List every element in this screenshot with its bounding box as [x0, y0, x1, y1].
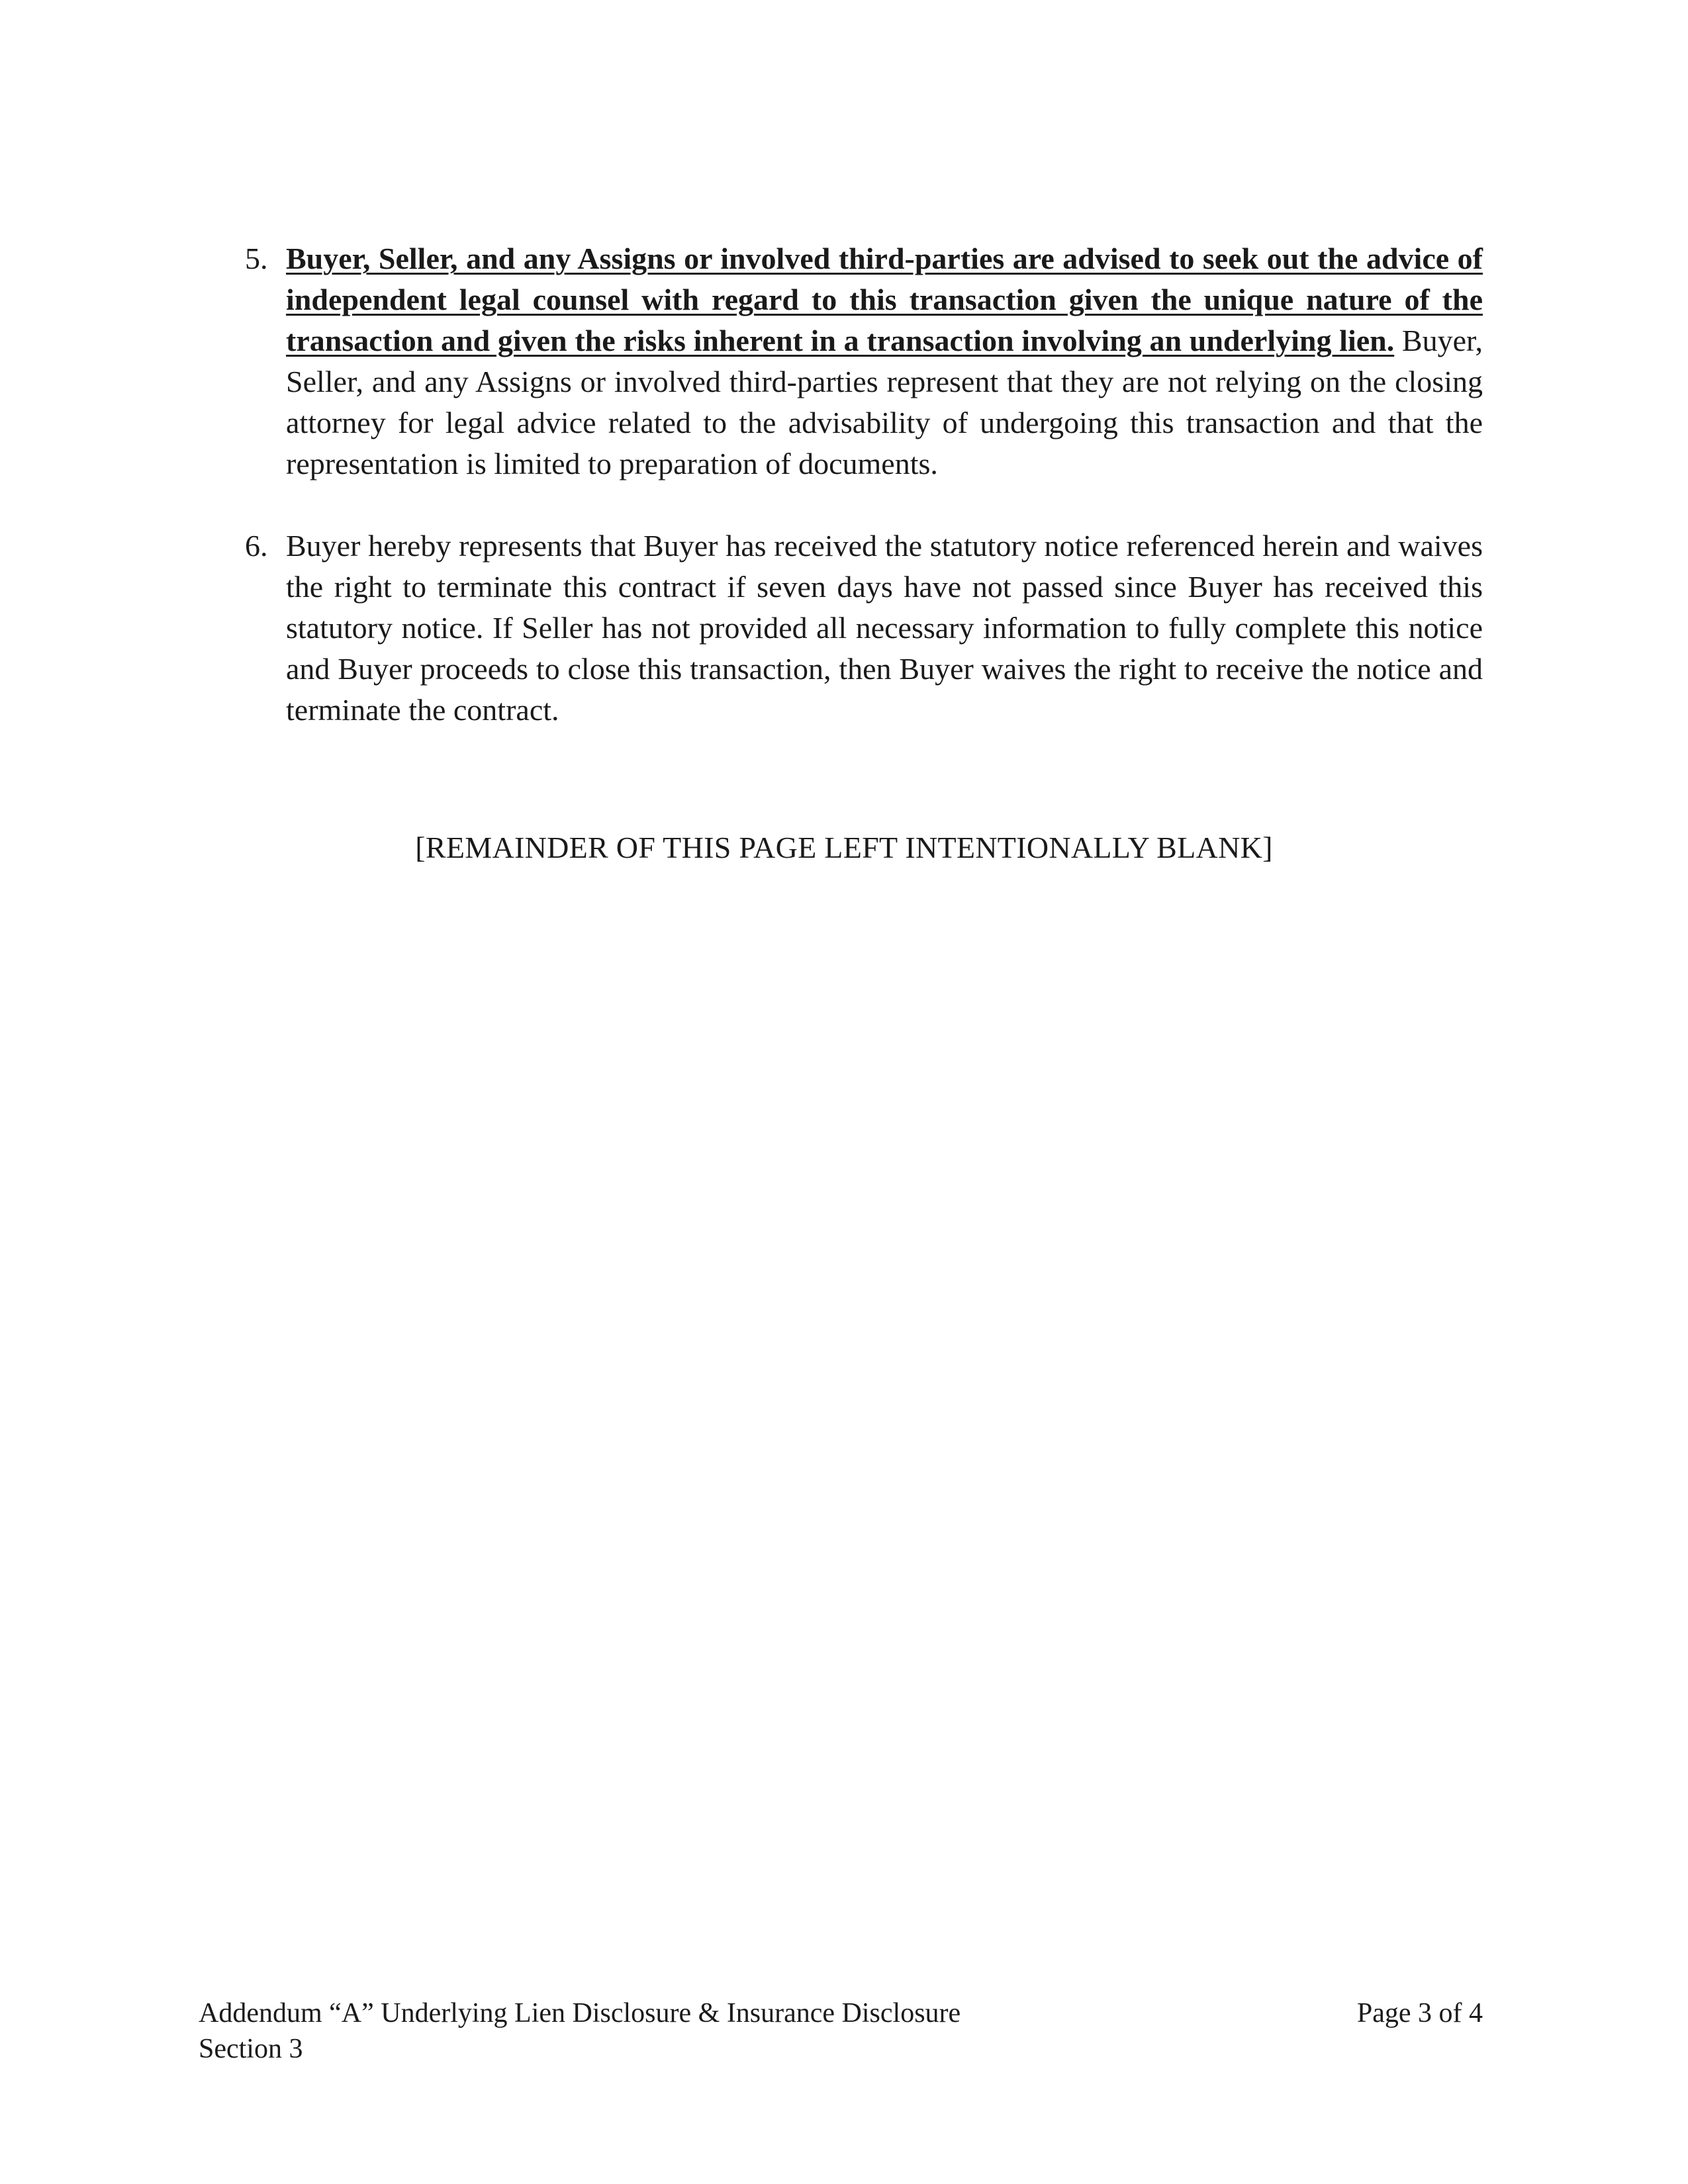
page-footer — [199, 1995, 1483, 2067]
item-text: Buyer, Seller, and any Assigns or involved third-parties represent that they are not relying on the closing attorney for legal advice related to the advisability of undergoing this transaction and that the representation is limited to preparation of documents. — [286, 324, 1483, 480]
list-item-5 — [245, 238, 1483, 484]
footer-section: Section 3 — [199, 2034, 303, 2064]
footer-page-number: Page 3 of 4 — [1356, 1998, 1483, 2028]
numbered-list — [245, 238, 1483, 731]
item-text: Buyer hereby represents that Buyer has received the statutory notice referenced herein and waives the right to terminate this contract if seven days have not passed since Buyer has received this statutory notice. If Seller has not provided all necessary information to fully complete this notice and Buyer proceeds to close this transaction, then Buyer waives the right to receive the notice and terminate the contract. — [286, 529, 1483, 727]
blank-page-notice: [REMAINDER OF THIS PAGE LEFT INTENTIONALLY BLANK] — [415, 831, 1273, 864]
footer-title: Addendum “A” Underlying Lien Disclosure & Insurance Disclosure — [199, 1998, 961, 2028]
item-bold-lead: Buyer, Seller, and any Assigns or involved third-parties are advised to seek out the advice of independent legal counsel with regard to this transaction given the unique nature of the transaction and given the risks inherent in a transaction involving an underlying lien. — [286, 242, 1483, 357]
item-number: 6. — [245, 529, 268, 563]
item-number: 5. — [245, 242, 268, 275]
list-item-6 — [245, 525, 1483, 731]
